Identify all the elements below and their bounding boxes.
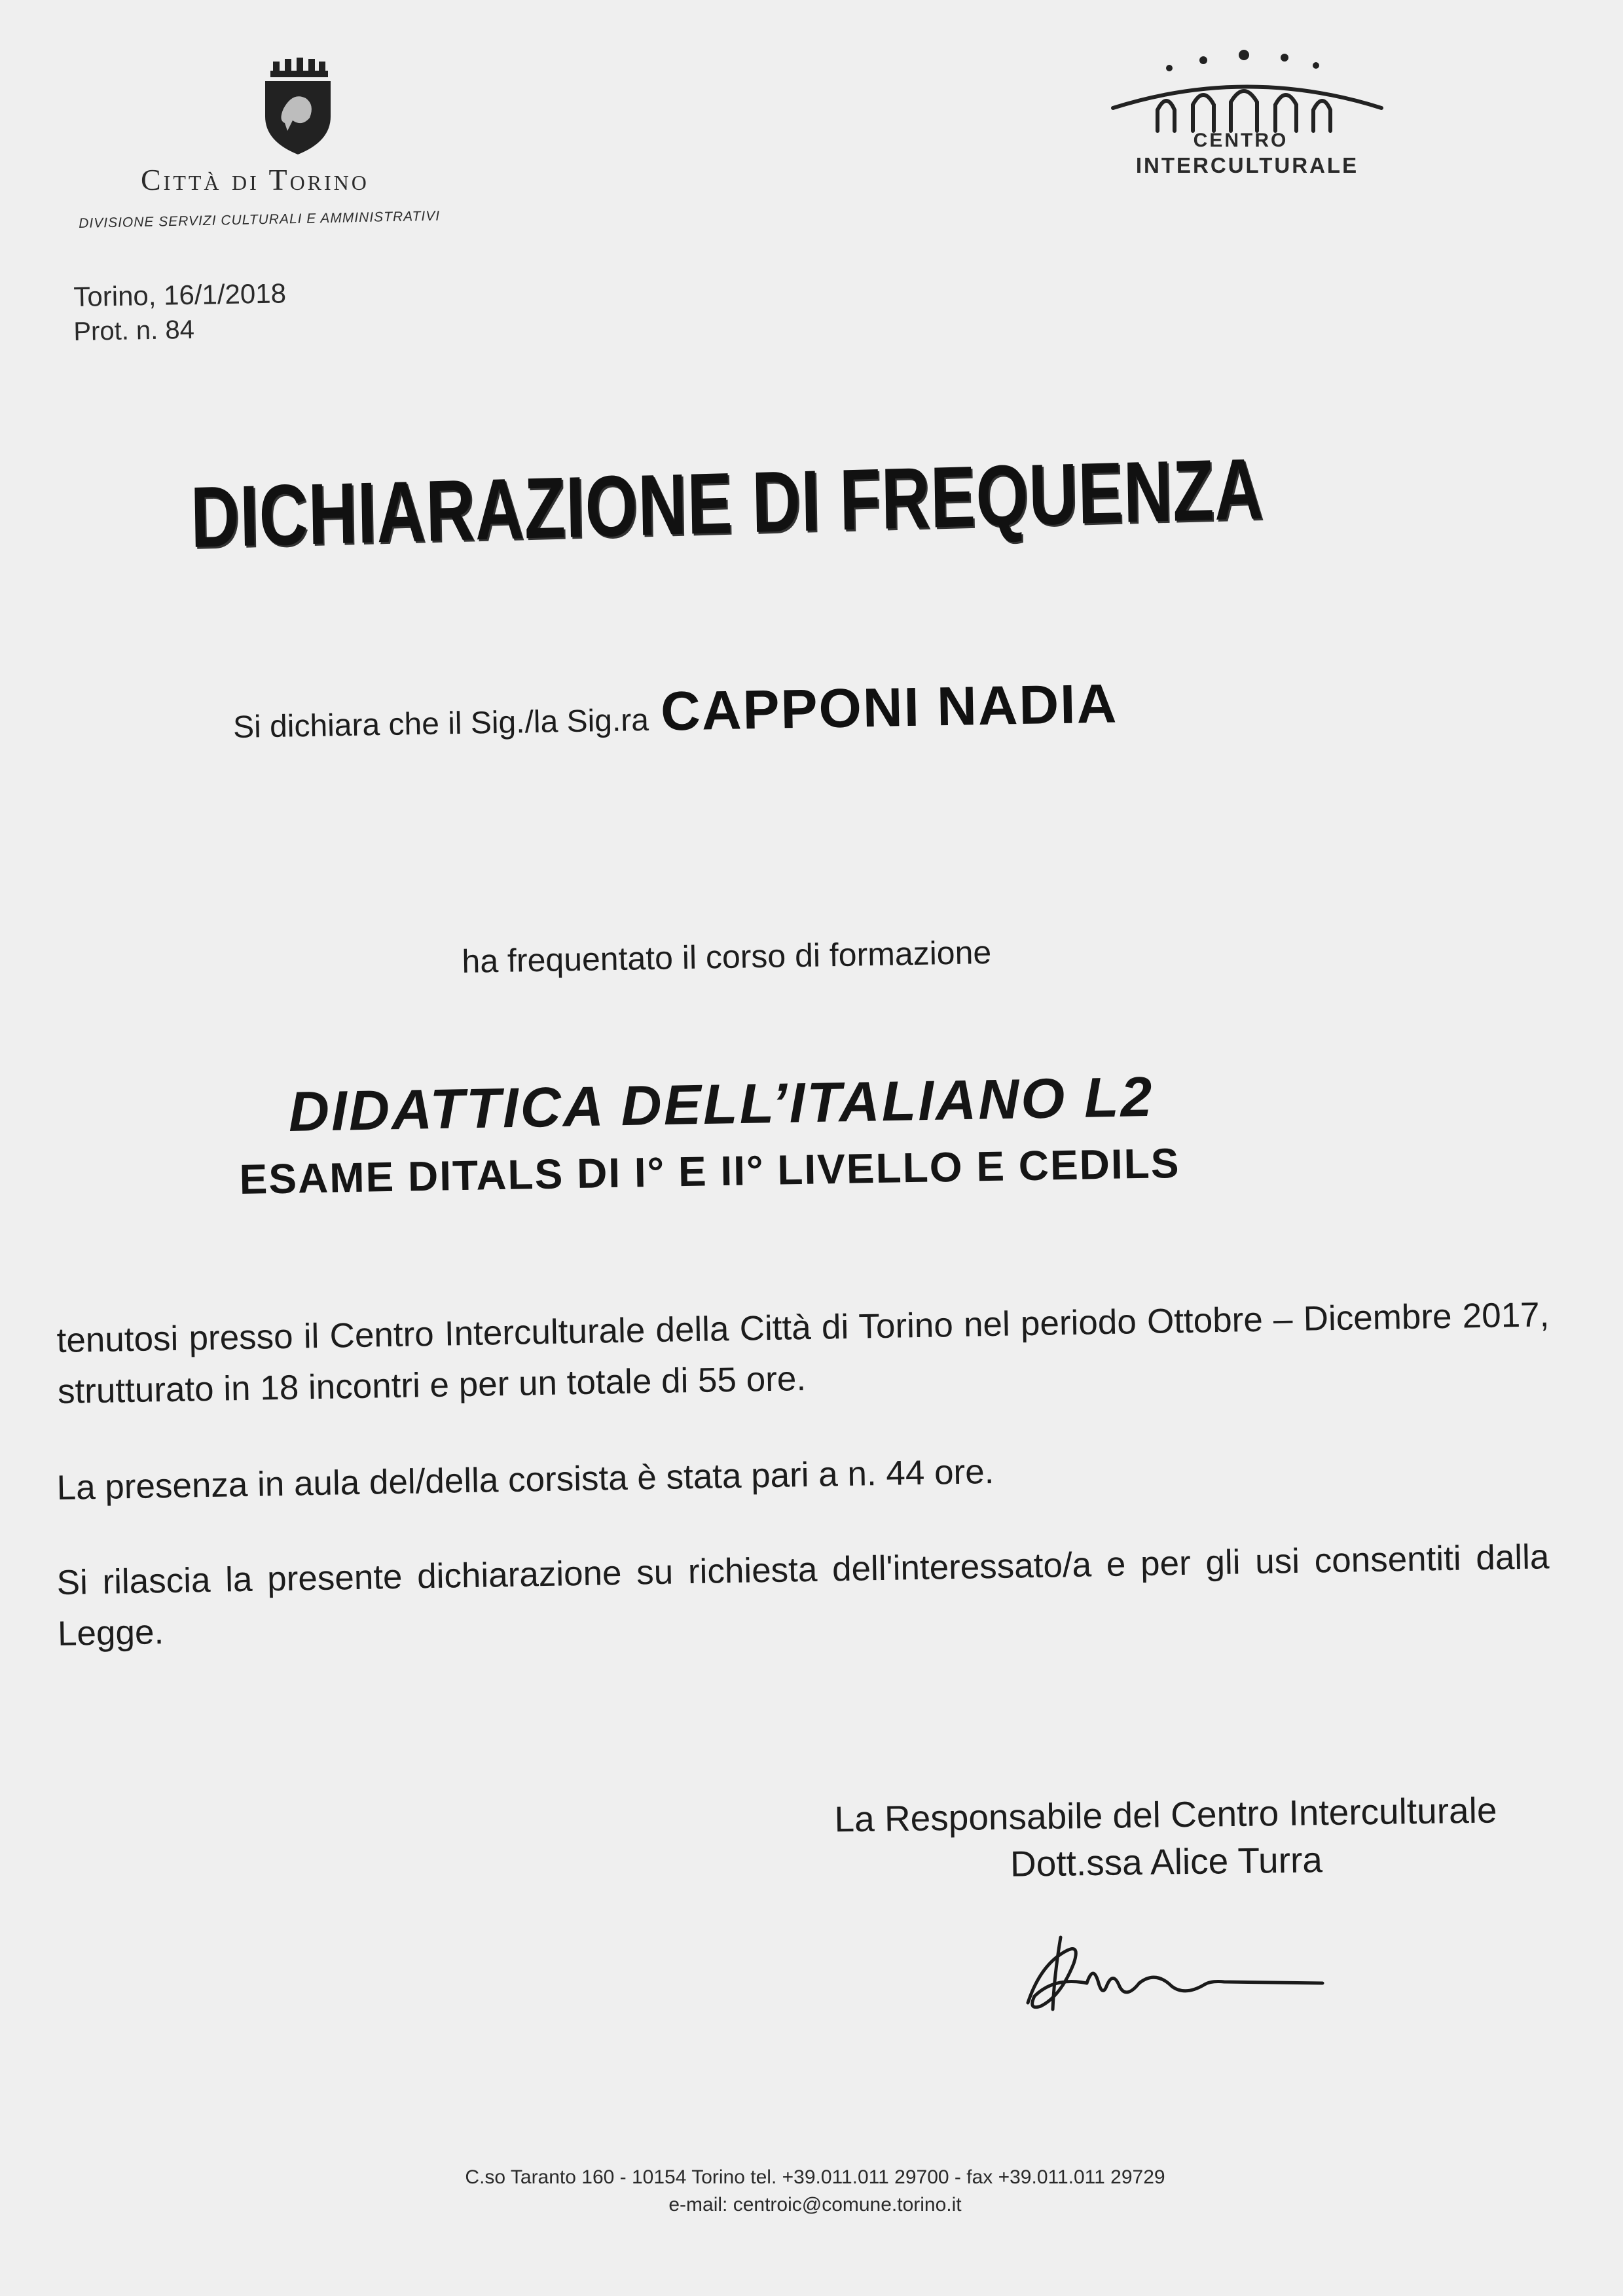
paragraph-attendance: La presenza in aula del/della corsista è stata pari a n. 44 ore. [56, 1452, 994, 1507]
centro-logo-line1: CENTRO [1193, 130, 1288, 151]
handwritten-signature-icon [1015, 1924, 1329, 2022]
centro-logo-line2: INTERCULTURALE [1135, 153, 1359, 177]
course-subtitle: ESAME DITALS DI I° E II° LIVELLO E CEDILS [239, 1139, 1181, 1203]
centro-interculturale-logo-icon [1106, 39, 1388, 137]
signature-block [766, 1785, 1566, 1891]
paragraph-release: Si rilascia la presente dichiarazione su richiesta dell'interessato/a e per gli usi consentiti dalla Legge. [56, 1537, 1550, 1653]
document-title: DICHIARAZIONE DI FREQUENZA [190, 440, 1265, 565]
signatory-name: Dott.ssa Alice Turra [1010, 1839, 1323, 1884]
declaration-intro: Si dichiara che il Sig./la Sig.ra [232, 702, 649, 745]
paragraph-period: tenutosi presso il Centro Interculturale della Città di Torino nel periodo Ottobre – Dicembre 2017, strutturato in 18 incontri e per un totale di 55 ore. [56, 1295, 1550, 1411]
division-name: DIVISIONE SERVIZI CULTURALI E AMMINISTRATIVI [79, 208, 441, 231]
footer-address: C.so Taranto 160 - 10154 Torino tel. +39.011.011 29700 - fax +39.011.011 29729 [465, 2166, 1165, 2188]
protocol-number: Prot. n. 84 [73, 315, 195, 346]
date-line: Torino, 16/1/2018 [73, 278, 287, 312]
signatory-role: La Responsabile del Centro Interculturale [834, 1789, 1497, 1840]
declaration-line [232, 672, 1118, 751]
footer-email: e-mail: centroic@comune.torino.it [668, 2194, 962, 2215]
attended-text: ha frequentato il corso di formazione [462, 933, 992, 980]
person-name: CAPPONI NADIA [660, 672, 1118, 742]
city-crest-icon [259, 58, 337, 156]
course-title: DIDATTICA DELL’ITALIANO L2 [288, 1065, 1155, 1143]
city-name: Città di Torino [141, 163, 369, 196]
